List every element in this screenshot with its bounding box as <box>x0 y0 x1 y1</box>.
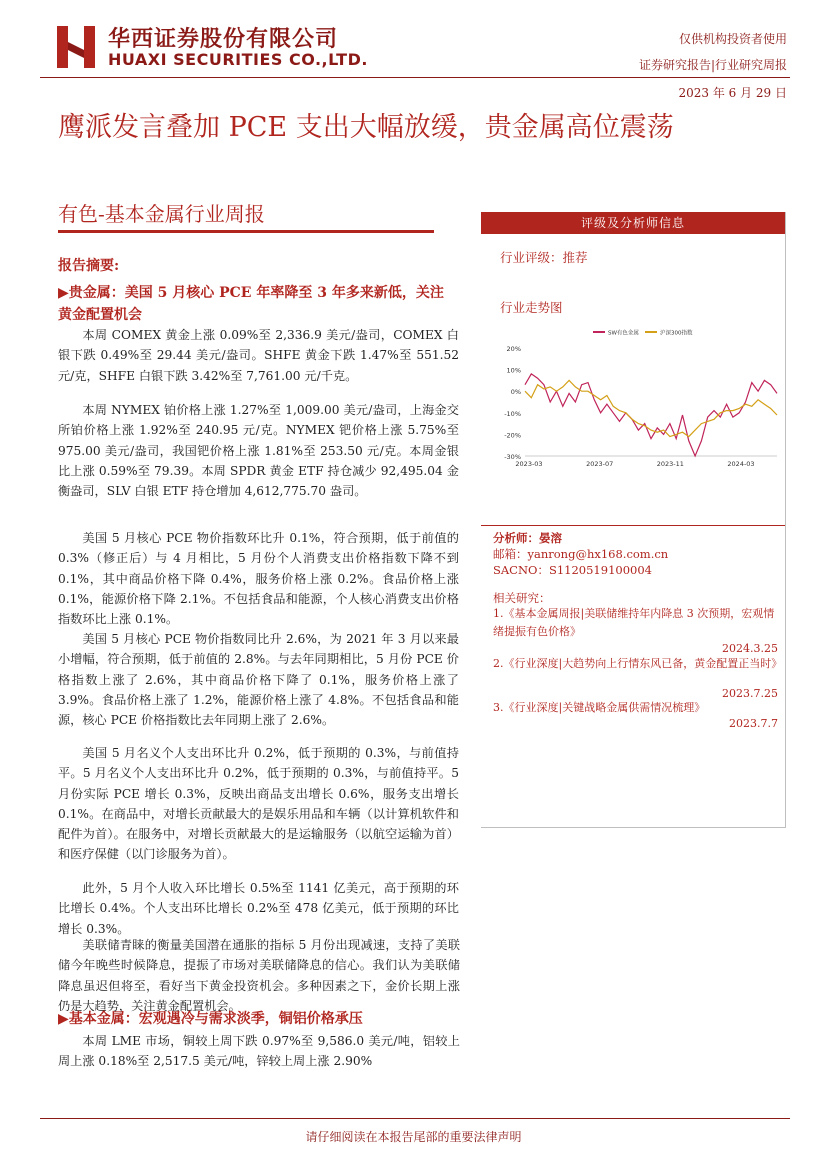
summary-paragraph: 此外，5 月个人收入环比增长 0.5%至 1141 亿美元，高于预期的环比增长 0.4%。个人支出环比增长 0.2%至 478 亿美元，低于预期的环比增长 0.3%。 <box>58 881 459 936</box>
summary-paragraph: 本周 COMEX 黄金上涨 0.09%至 2,336.9 美元/盎司，COMEX 白银下跌 0.49%至 29.44 美元/盎司。SHFE 黄金下跌 1.47%至 551.52 元/克，SHFE 白银下跌 3.42%至 7,761.00 元/千克。 <box>58 328 459 383</box>
related-item-title[interactable]: 3.《行业深度|关键战略金属供需情况梳理》 <box>493 701 706 714</box>
summary-paragraph: 美国 5 月核心 PCE 物价指数环比升 0.1%，符合预期，低于前值的 0.3%（修正后）与 4 月相比，5 月份个人消费支出价格指数下降不到 0.1%，其中商品价格下降 0.4%，服务价格上涨 0.2%。食品价格上涨 0.1%，能源价格下降 2.1%。不包括食品和能源，个人核心消费支出价格指数环比上涨 0.1%。 <box>58 531 459 627</box>
analyst-sacno: SACNO：S1120519100004 <box>493 563 652 577</box>
base-metal-section-heading: ▶基本金属：宏观遇冷与需求淡季，铜铝价格承压 <box>58 1011 363 1027</box>
analyst-email[interactable]: 邮箱：yanrong@hx168.com.cn <box>493 547 669 561</box>
usage-note: 仅供机构投资者使用 <box>678 32 787 46</box>
panel-divider <box>481 525 785 526</box>
y-tick-label: 10% <box>506 366 521 375</box>
y-tick-label: 0% <box>510 388 521 397</box>
industry-rating: 行业评级：推荐 <box>500 250 588 265</box>
summary-paragraph: 本周 LME 市场，铜较上周下跌 0.97%至 9,586.0 美元/吨，铝较上周上涨 0.18%至 2,517.5 美元/吨，锌较上周上涨 2.90% <box>58 1034 460 1069</box>
series-line <box>525 380 777 436</box>
subtitle-underline <box>58 230 434 233</box>
analyst-name: 分析师：晏溶 <box>493 531 562 545</box>
x-tick-label: 2023-11 <box>656 460 684 468</box>
trend-chart-label: 行业走势图 <box>500 300 563 315</box>
related-item-date: 2024.3.25 <box>722 642 778 655</box>
legal-disclaimer-footer: 请仔细阅读在本报告尾部的重要法律声明 <box>305 1130 522 1144</box>
x-tick-label: 2023-07 <box>586 460 614 468</box>
summary-heading: 报告摘要: <box>58 258 120 274</box>
related-item-title[interactable]: 2.《行业深度|大趋势向上行情东风已备，黄金配置正当时》 <box>493 657 783 670</box>
related-item-date: 2023.7.25 <box>722 687 778 700</box>
report-title: 鹰派发言叠加 PCE 支出大幅放缓，贵金属高位震荡 <box>58 112 674 143</box>
y-tick-label: 20% <box>506 345 521 353</box>
summary-paragraph: 美国 5 月核心 PCE 物价指数同比升 2.6%，为 2021 年 3 月以来最小增幅，符合预期，低于前值的 2.8%。与去年同期相比，5 月份 PCE 价格指数上涨了 2.6%，其中商品价格下降了 0.1%，服务价格上涨了 3.9%。食品价格上涨了 1.2%，能源价格上涨了 4.8%。不包括食品和能源，核心 PCE 价格指数比去年同期上涨了 2.6%。 <box>58 632 459 728</box>
company-name-en: HUAXI SECURITIES CO.,LTD. <box>108 50 368 69</box>
y-tick-label: -30% <box>504 453 521 461</box>
gold-section-heading: ▶贵金属：美国 5 月核心 PCE 年率降至 3 年多来新低，关注黄金配置机会 <box>58 285 444 323</box>
legend-label: 沪深300指数 <box>660 330 693 337</box>
summary-paragraph: 美国 5 月名义个人支出环比升 0.2%，低于预期的 0.3%，与前值持平。5 月名义个人支出环比升 0.2%，低于预期的 0.3%，与前值持平。5 月份实际 PCE 增长 0.3%，反映出商品支出增长 0.6%，服务支出增长 0.1%。在商品中，对增长贡献最大的是娱乐用品和车辆（以计算机软件和配件为首）。在服务中，对增长贡献最大的是运输服务（以航空运输为首）和医疗保健（以门诊服务为首）。 <box>58 746 459 862</box>
report-subtitle: 有色-基本金属行业周报 <box>58 202 265 226</box>
header-divider <box>40 77 790 78</box>
panel-header: 评级及分析师信息 <box>481 212 785 234</box>
legend-label: SW有色金属 <box>608 330 639 337</box>
y-tick-label: -10% <box>504 409 521 418</box>
report-date: 2023 年 6 月 29 日 <box>678 86 787 100</box>
x-tick-label: 2024-03 <box>727 460 755 468</box>
related-item-title[interactable]: 1.《基本金属周报|美联储维持年内降息 3 次预期，宏观情绪提振有色价格》 <box>493 607 775 638</box>
company-logo-icon <box>55 24 97 70</box>
related-item-date: 2023.7.7 <box>729 717 778 730</box>
x-tick-label: 2023-03 <box>515 460 543 468</box>
y-tick-label: -20% <box>504 431 521 440</box>
footer-divider <box>40 1118 790 1119</box>
company-name-cn: 华西证券股份有限公司 <box>108 27 339 52</box>
industry-trend-chart <box>493 322 785 482</box>
summary-paragraph: 本周 NYMEX 铂价格上涨 1.27%至 1,009.00 美元/盎司，上海金交所铂价格上涨 1.92%至 240.95 元/克。NYMEX 钯价格上涨 5.75%至 975.00 美元/盎司，我国钯价格上涨 1.81%至 253.50 元/克。本周金银比上涨 0.59%至 79.39。本周 SPDR 黄金 ETF 持仓减少 92,495.04 金衡盎司，SLV 白银 ETF 持仓增加 4,612,775.70 盎司。 <box>58 403 459 499</box>
report-type: 证券研究报告|行业研究周报 <box>638 58 787 72</box>
related-research-label: 相关研究： <box>493 591 551 605</box>
summary-paragraph: 美联储青睐的衡量美国潜在通胀的指标 5 月份出现减速，支持了美联储今年晚些时候降息，提振了市场对美联储降息的信心。我们认为美联储降息虽迟但将至，看好当下黄金投资机会。多种因素之下，金价长期上涨仍是大趋势，关注黄金配置机会。 <box>58 938 460 1013</box>
